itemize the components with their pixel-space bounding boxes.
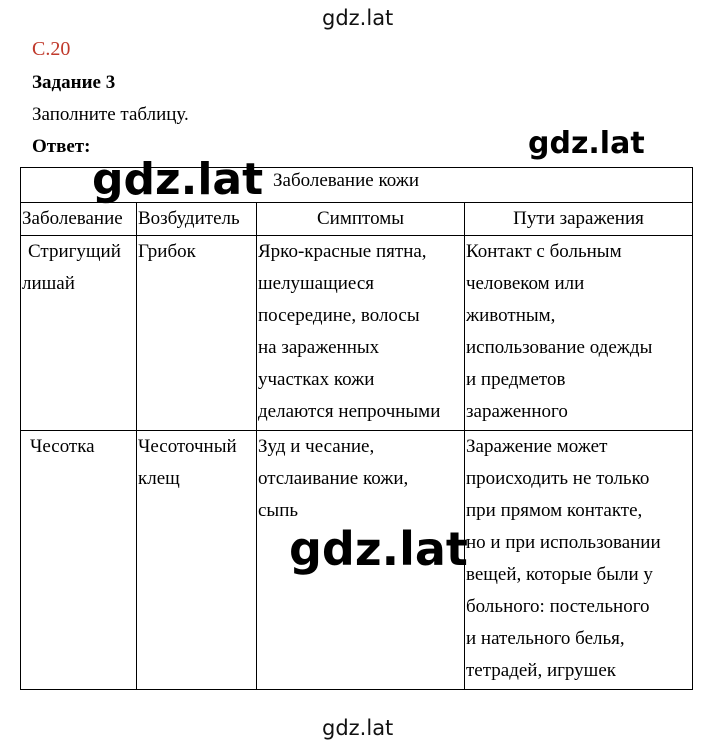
cell-text: использование одежды [466, 337, 653, 358]
cell-symptoms [257, 236, 465, 431]
column-header-pathogen: Возбудитель [137, 203, 257, 236]
cell-text: вещей, которые были у [466, 564, 653, 585]
cell-text: Стригущий [28, 241, 121, 262]
cell-text: Чесотка [30, 436, 95, 457]
cell-text: Зуд и чесание, [258, 436, 375, 457]
cell-pathogen [137, 431, 257, 690]
table-header-row [21, 203, 693, 236]
cell-text: посередине, волосы [258, 305, 420, 326]
task-instruction: Заполните таблицу. [32, 104, 189, 125]
cell-text: лишай [22, 273, 75, 294]
cell-text: шелушащиеся [258, 273, 374, 294]
watermark-table-left: gdz.lat [92, 154, 264, 205]
task-title: Задание 3 [32, 72, 116, 93]
cell-text: клещ [138, 468, 180, 489]
cell-text: отслаивание кожи, [258, 468, 409, 489]
cell-text: зараженного [466, 401, 568, 422]
cell-text: при прямом контакте, [466, 500, 643, 521]
column-header-symptoms: Симптомы [257, 203, 465, 236]
cell-text: происходить не только [466, 468, 650, 489]
cell-text: на зараженных [258, 337, 380, 358]
page-number: С.20 [32, 38, 71, 60]
cell-text: Грибок [138, 241, 196, 262]
cell-text: и предметов [466, 369, 566, 390]
cell-text: Заражение может [466, 436, 608, 457]
column-header-transmission: Пути заражения [465, 203, 693, 236]
cell-transmission [465, 236, 693, 431]
watermark-right: gdz.lat [528, 126, 645, 161]
cell-disease [21, 236, 137, 431]
table-title: Заболевание кожи [21, 168, 693, 203]
cell-text: человеком или [466, 273, 585, 294]
cell-text: Чесоточный [138, 436, 237, 457]
cell-text: Ярко-красные пятна, [258, 241, 427, 262]
cell-pathogen [137, 236, 257, 431]
cell-text: и нательного белья, [466, 628, 625, 649]
cell-text: делаются непрочными [258, 401, 441, 422]
cell-text: Контакт с больным [466, 241, 622, 262]
table-row [21, 236, 693, 431]
cell-text: больного: постельного [466, 596, 650, 617]
cell-text: животным, [466, 305, 556, 326]
cell-transmission [465, 431, 693, 690]
disease-table [20, 167, 693, 690]
watermark-table-middle: gdz.lat [289, 522, 468, 576]
cell-text: сыпь [258, 500, 299, 521]
cell-text: участках кожи [258, 369, 375, 390]
watermark-bottom: gdz.lat [322, 716, 394, 740]
answer-label: Ответ: [32, 136, 91, 157]
column-header-disease: Заболевание [21, 203, 137, 236]
cell-disease [21, 431, 137, 690]
cell-text: но и при использовании [466, 532, 661, 553]
cell-text: тетрадей, игрушек [466, 660, 616, 681]
watermark-top: gdz.lat [322, 6, 394, 30]
